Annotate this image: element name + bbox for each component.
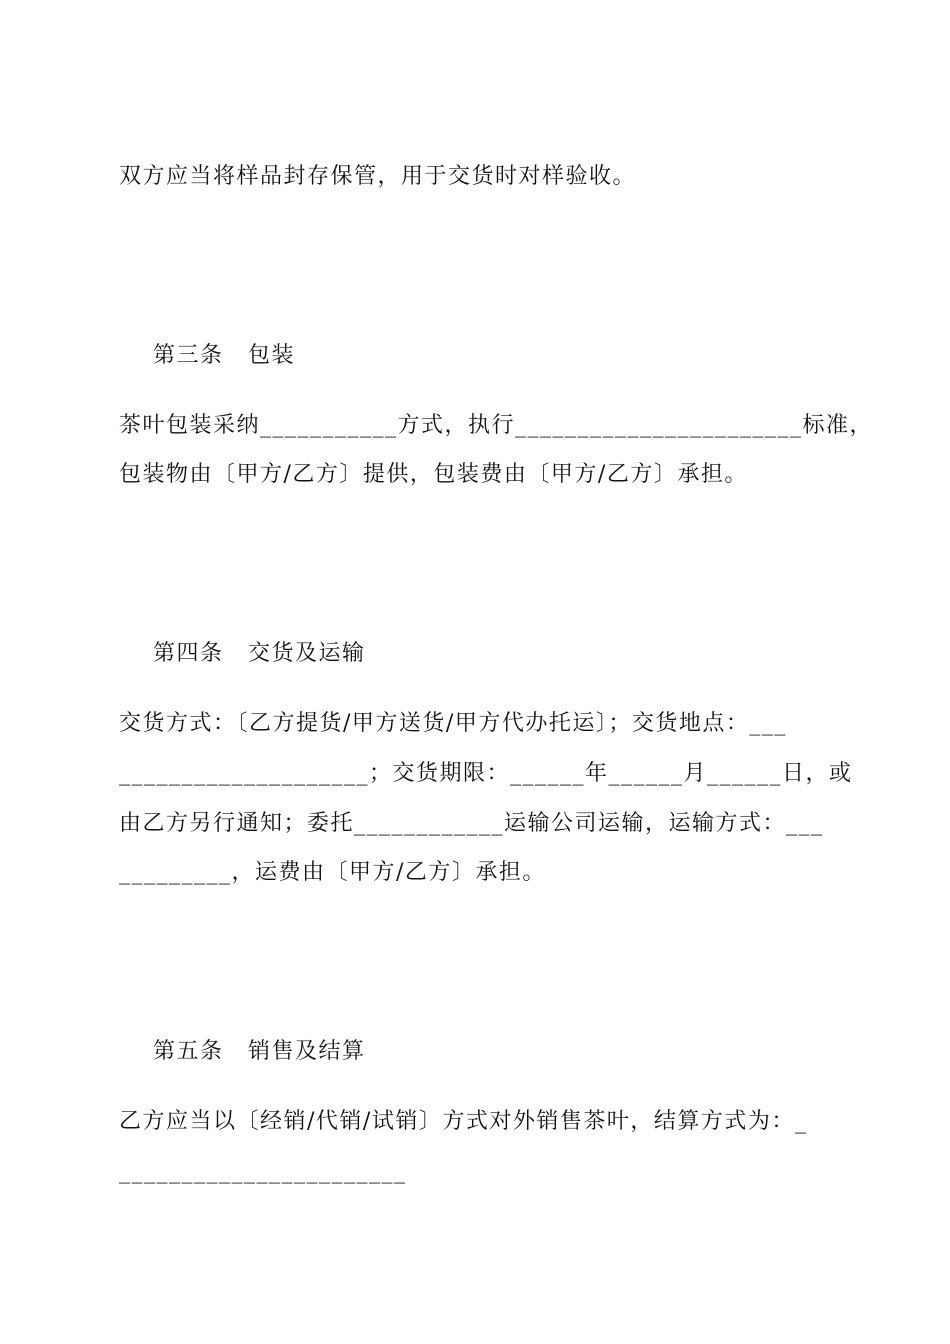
article-5-title: 销售及结算 bbox=[247, 1039, 366, 1064]
article-4-heading bbox=[119, 609, 366, 699]
article-3-line-1: 茶叶包装采纳___________方式，执行_______________________标准， bbox=[119, 413, 874, 438]
article-5-heading bbox=[119, 1007, 366, 1097]
article-4-line-4: _________，运费由〔甲方/乙方〕承担。 bbox=[119, 860, 546, 885]
article-4-title: 交货及运输 bbox=[247, 641, 366, 666]
article-3-title: 包装 bbox=[247, 343, 295, 368]
article-3-line-2: 包装物由〔甲方/乙方〕提供，包装费由〔甲方/乙方〕承担。 bbox=[119, 462, 748, 487]
article-5-number: 第五条 bbox=[152, 1039, 224, 1064]
article-3-number: 第三条 bbox=[152, 343, 224, 368]
article-3-heading bbox=[119, 311, 295, 401]
article-4-line-1: 交货方式：〔乙方提货/甲方送货/甲方代办托运〕；交货地点：___ bbox=[119, 711, 787, 736]
article-4-number: 第四条 bbox=[152, 641, 224, 666]
article-5-line-2: _______________________ bbox=[119, 1159, 407, 1184]
article-4-line-2: ____________________；交货期限：______年______月______日，或 bbox=[119, 761, 853, 786]
article-4-line-3: 由乙方另行通知；委托____________运输公司运输，运输方式：___ bbox=[119, 811, 824, 836]
article-5-line-1: 乙方应当以〔经销/代销/试销〕方式对外销售茶叶，结算方式为：_ bbox=[119, 1109, 808, 1134]
intro-paragraph: 双方应当将样品封存保管，用于交货时对样验收。 bbox=[119, 164, 637, 189]
